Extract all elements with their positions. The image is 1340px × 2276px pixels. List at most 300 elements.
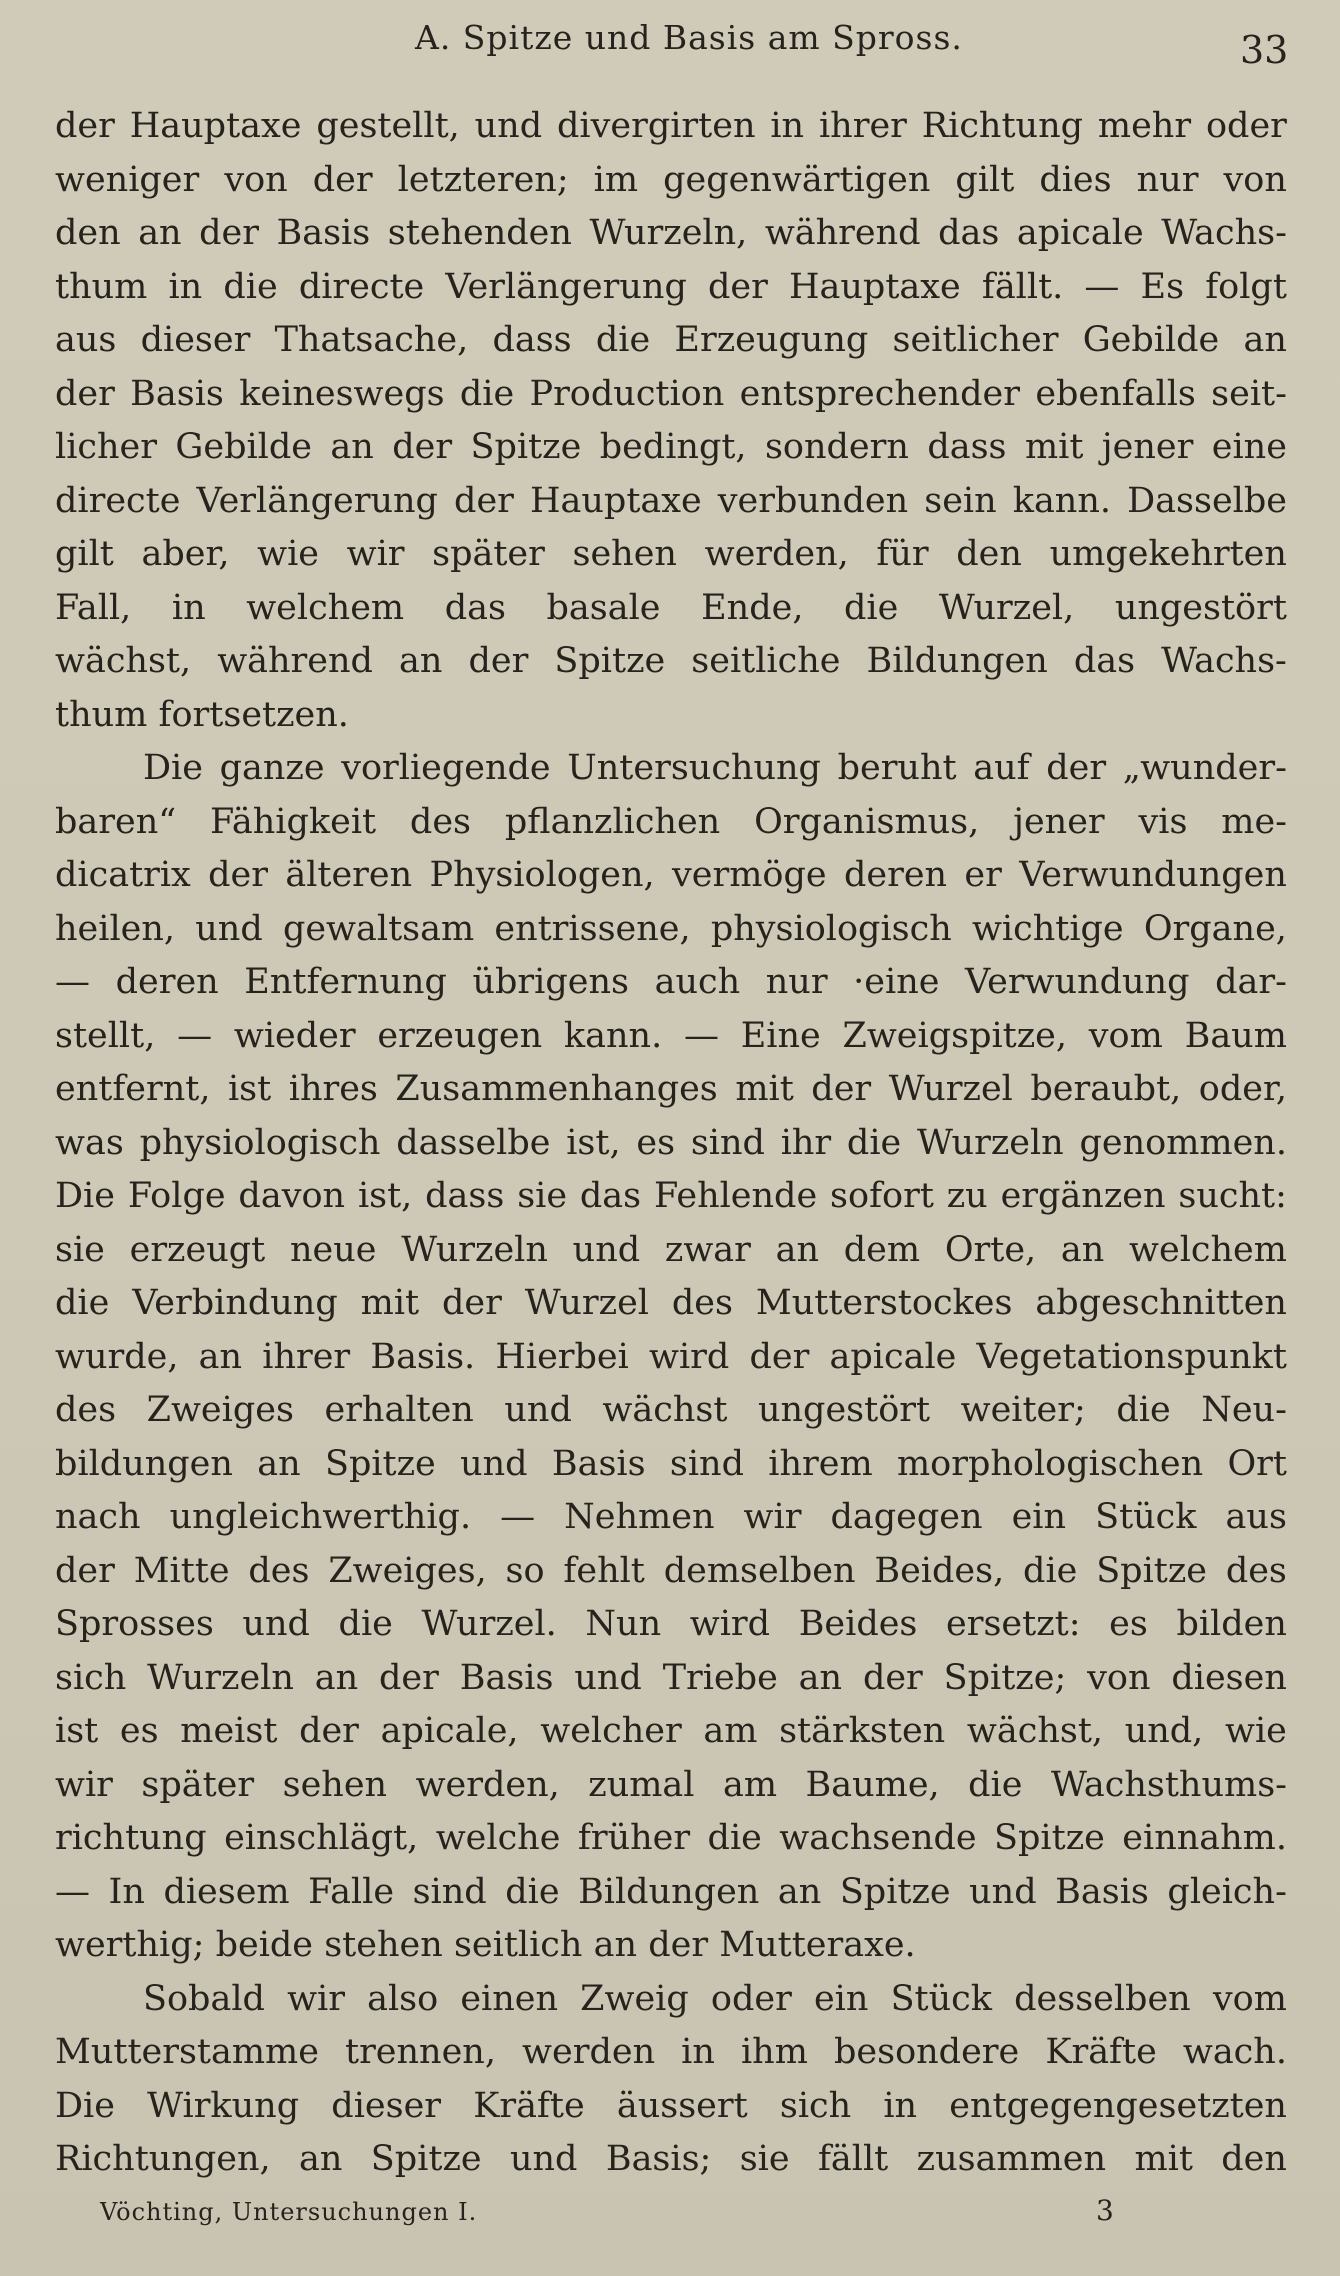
- word: entsprechender: [739, 373, 1020, 414]
- word: sofort: [830, 1176, 934, 1216]
- word: sein: [924, 480, 997, 521]
- word: sie: [517, 1176, 568, 1216]
- word: werden,: [704, 534, 849, 574]
- word: so: [505, 1550, 545, 1591]
- text-line: [55, 421, 1287, 475]
- word: erzeugt: [129, 1229, 266, 1270]
- word: letzteren;: [397, 159, 569, 200]
- word: Ort: [1227, 1443, 1287, 1484]
- word: an: [798, 1657, 843, 1698]
- word: fällt.: [981, 266, 1064, 307]
- word: nur: [1136, 159, 1199, 200]
- word: Mutterstamme: [55, 2032, 319, 2072]
- word: vorliegende: [341, 748, 551, 788]
- word: wieder: [233, 1015, 356, 1056]
- word: ihm: [740, 2032, 808, 2072]
- text-line: [55, 742, 1287, 796]
- word: an: [1060, 1229, 1105, 1270]
- word: stärksten: [779, 1711, 946, 1751]
- text-line: [55, 1491, 1287, 1545]
- word: von: [224, 159, 288, 200]
- word: zu: [946, 1176, 988, 1216]
- word: auch: [654, 962, 741, 1002]
- text-line: [55, 2026, 1287, 2080]
- word: entrissene,: [494, 908, 691, 949]
- word: aus: [55, 320, 117, 360]
- word: später: [432, 534, 545, 574]
- text-line: [55, 1598, 1287, 1652]
- word: ihrem: [768, 1443, 873, 1484]
- word: was: [55, 1122, 124, 1163]
- word: nach: [55, 1497, 141, 1537]
- word: stehen: [324, 1925, 443, 1965]
- word: Hierbei: [495, 1336, 629, 1377]
- word: später: [141, 1764, 255, 1805]
- word: Production: [529, 373, 725, 414]
- word: Die: [143, 748, 203, 788]
- word: Kräfte: [473, 2085, 585, 2126]
- word: Spitze: [470, 427, 582, 467]
- word: kann.: [563, 1015, 663, 1056]
- word: des: [671, 1283, 733, 1323]
- word: mit: [1134, 2139, 1193, 2179]
- word: ungestört: [757, 1390, 931, 1430]
- word: Folge: [127, 1176, 226, 1216]
- word: an: [314, 1657, 359, 1698]
- word: wie: [257, 534, 319, 574]
- text-line: [55, 849, 1287, 903]
- word: physiologisch: [139, 1122, 381, 1163]
- word: weiter;: [960, 1390, 1086, 1430]
- word: sehen: [572, 534, 677, 574]
- word: Basis: [276, 213, 371, 253]
- word: es: [119, 1711, 159, 1751]
- word: wichtige: [971, 908, 1124, 949]
- word: mehr: [1097, 106, 1192, 146]
- word: und: [574, 1657, 642, 1698]
- word: gilt: [55, 534, 114, 574]
- word: die: [844, 587, 899, 628]
- word: seitlich: [453, 1925, 583, 1965]
- word: zusammen: [916, 2139, 1107, 2179]
- word: Basis.: [370, 1336, 476, 1377]
- word: das: [938, 213, 1000, 253]
- word: den: [956, 534, 1022, 574]
- word: Falle: [308, 1871, 395, 1912]
- word: früher: [577, 1818, 691, 1858]
- word: das: [1073, 641, 1136, 681]
- word: in: [168, 266, 203, 307]
- word: entfernt,: [55, 1069, 211, 1109]
- word: Vegetationspunkt: [976, 1336, 1287, 1377]
- word: an: [330, 427, 374, 467]
- word: wächst,: [966, 1711, 1104, 1751]
- word: wir: [346, 534, 405, 574]
- word: bedingt,: [599, 427, 747, 467]
- word: und: [509, 2139, 578, 2179]
- word: die: [846, 1122, 902, 1163]
- word: Spitze: [839, 1871, 951, 1912]
- word: ihres: [288, 1069, 378, 1109]
- word: kann.: [1012, 480, 1112, 521]
- word: —: [55, 1871, 90, 1912]
- word: heilen,: [55, 908, 176, 949]
- word: und,: [1124, 1711, 1204, 1751]
- word: verbunden: [717, 480, 909, 521]
- word: wir: [287, 1978, 345, 2019]
- word: einschlägt,: [224, 1818, 419, 1858]
- word: besondere: [833, 2032, 1020, 2072]
- text-line: [55, 100, 1287, 154]
- word: —: [55, 962, 90, 1002]
- word: aber,: [141, 534, 230, 574]
- text-line: [55, 903, 1287, 957]
- word: apicale,: [380, 1711, 519, 1751]
- word: Gebilde: [175, 427, 312, 467]
- word: und: [572, 1229, 641, 1270]
- signature-mark: 3: [1096, 2194, 1114, 2227]
- text-line: [55, 2080, 1287, 2134]
- word: folgt: [1205, 266, 1287, 307]
- word: Kräfte: [1045, 2032, 1157, 2072]
- word: die: [223, 266, 278, 307]
- word: desselben: [1014, 1978, 1191, 2019]
- word: ebenfalls: [1035, 373, 1196, 414]
- text-line: [55, 1224, 1287, 1278]
- word: der: [811, 1069, 872, 1109]
- word: Basis: [1055, 1871, 1149, 1912]
- word: meist: [180, 1711, 278, 1751]
- word: weniger: [55, 159, 200, 200]
- running-head: [0, 18, 1340, 78]
- text-line: [55, 2133, 1287, 2187]
- word: apicale: [1016, 213, 1144, 253]
- word: mit: [1024, 427, 1084, 467]
- word: gilt: [955, 159, 1015, 200]
- text-line: [55, 1384, 1287, 1438]
- word: Die: [55, 2085, 115, 2126]
- word: dass: [927, 427, 1007, 467]
- body-text: [55, 100, 1287, 2187]
- word: Neu-: [1201, 1390, 1287, 1430]
- word: basale: [546, 587, 661, 628]
- word: Zweiges,: [328, 1550, 487, 1591]
- text-line: [55, 475, 1287, 529]
- word: Beides,: [874, 1550, 1005, 1591]
- word: welchem: [1129, 1229, 1287, 1270]
- word: eine: [1211, 427, 1287, 467]
- word: Hauptaxe: [529, 480, 702, 521]
- word: ist,: [566, 1122, 621, 1163]
- word: dagegen: [830, 1497, 983, 1537]
- word: oder,: [1198, 1069, 1287, 1109]
- word: ihr: [780, 1122, 832, 1163]
- word: Zweigspitze,: [842, 1015, 1068, 1056]
- word: die: [55, 1283, 110, 1323]
- word: in: [883, 2085, 918, 2126]
- running-title: A. Spitze und Basis am Spross.: [415, 18, 963, 57]
- text-line: [55, 207, 1287, 261]
- word: das: [444, 587, 506, 628]
- word: bildungen: [55, 1443, 233, 1484]
- word: thum: [55, 694, 148, 735]
- word: und: [504, 1390, 572, 1430]
- word: seitlicher: [892, 320, 1059, 360]
- word: der: [208, 855, 268, 895]
- text-line: [55, 1759, 1287, 1813]
- word: demselben: [663, 1550, 856, 1591]
- word: richtung: [55, 1818, 207, 1858]
- word: mit: [735, 1069, 794, 1109]
- text-line: [55, 1117, 1287, 1171]
- word: Bildungen: [578, 1871, 760, 1912]
- word: zumal: [588, 1764, 695, 1805]
- word: Untersuchung: [567, 748, 821, 788]
- word: Stück: [1095, 1497, 1197, 1537]
- word: Triebe: [662, 1657, 778, 1698]
- text-line: [55, 582, 1287, 636]
- word: während: [764, 213, 921, 253]
- word: Gebilde: [1082, 320, 1220, 360]
- word: ganze: [219, 748, 325, 788]
- word: übrigens: [472, 962, 629, 1002]
- word: Ende,: [701, 587, 804, 628]
- word: gleich-: [1167, 1871, 1287, 1912]
- word: an: [399, 641, 443, 681]
- text-line: [55, 1277, 1287, 1331]
- word: —: [1084, 266, 1120, 307]
- word: Basis: [130, 373, 224, 414]
- word: Wurzeln,: [589, 213, 748, 253]
- text-line: [55, 368, 1287, 422]
- word: werden: [522, 2032, 656, 2072]
- word: Organe,: [1143, 908, 1287, 949]
- word: also: [367, 1978, 439, 2019]
- word: Sobald: [143, 1978, 265, 2019]
- word: im: [593, 159, 639, 200]
- word: Wurzeln: [917, 1122, 1064, 1163]
- word: jener: [1013, 801, 1105, 842]
- word: ist: [227, 1069, 272, 1109]
- word: welche: [435, 1818, 561, 1858]
- word: die: [505, 1871, 560, 1912]
- word: vis: [1138, 801, 1188, 842]
- word: es: [636, 1122, 676, 1163]
- text-line: [55, 796, 1287, 850]
- word: aus: [1225, 1497, 1287, 1537]
- word: ungestört: [1114, 587, 1287, 628]
- word: Fähigkeit: [209, 801, 377, 842]
- word: äussert: [616, 2085, 748, 2126]
- word: Nun: [585, 1604, 662, 1644]
- word: auf: [973, 748, 1030, 788]
- word: an: [593, 1925, 638, 1965]
- word: Es: [1140, 266, 1185, 307]
- word: Verlängerung: [196, 480, 438, 521]
- word: der: [454, 480, 514, 521]
- word: wir: [743, 1497, 802, 1537]
- word: zwar: [664, 1229, 751, 1270]
- word: jener: [1101, 427, 1194, 467]
- word: es: [1109, 1604, 1148, 1644]
- word: Zusammenhanges: [395, 1069, 718, 1109]
- word: divergirten: [557, 106, 756, 146]
- word: werden,: [415, 1764, 560, 1805]
- word: entgegengesetzten: [949, 2085, 1287, 2126]
- word: Verwundungen: [1019, 855, 1287, 895]
- word: ihrer: [262, 1336, 351, 1377]
- word: die: [1116, 1390, 1171, 1430]
- word: Die: [55, 1176, 115, 1216]
- word: an: [257, 1443, 301, 1484]
- word: fehlt: [563, 1550, 645, 1591]
- word: Wachsthums-: [1050, 1764, 1287, 1805]
- text-line: [55, 1331, 1287, 1385]
- text-line: [55, 261, 1287, 315]
- word: sucht:: [1178, 1176, 1287, 1216]
- word: der: [55, 106, 115, 146]
- word: welcher: [540, 1711, 682, 1751]
- word: sondern: [764, 427, 909, 467]
- word: sind: [412, 1871, 487, 1912]
- word: werthig;: [55, 1925, 205, 1965]
- word: ungleichwerthig.: [169, 1497, 472, 1537]
- word: Nehmen: [564, 1497, 715, 1537]
- word: dies: [1039, 159, 1112, 200]
- word: in: [681, 2032, 715, 2072]
- word: nur: [765, 962, 828, 1002]
- word: erhalten: [324, 1390, 474, 1430]
- word: beide: [215, 1925, 314, 1965]
- word: Entfernung: [244, 962, 447, 1002]
- word: sie: [55, 1229, 105, 1270]
- word: Wurzel: [524, 1283, 649, 1323]
- word: Mutteraxe.: [719, 1925, 916, 1965]
- word: und: [969, 1871, 1037, 1912]
- word: umgekehrten: [1049, 534, 1287, 574]
- word: des: [248, 1550, 310, 1591]
- word: sind: [690, 1122, 765, 1163]
- text-line: [55, 1010, 1287, 1064]
- footer-author-title: Vöchting, Untersuchungen I.: [100, 2198, 478, 2226]
- word: apicale: [829, 1336, 957, 1377]
- word: wird: [689, 1604, 771, 1644]
- word: Wirkung: [147, 2085, 300, 2126]
- word: seit-: [1211, 373, 1287, 414]
- word: oder: [1205, 106, 1287, 146]
- text-line: [55, 1705, 1287, 1759]
- word: an: [775, 1229, 820, 1270]
- word: den: [55, 213, 121, 253]
- word: des: [409, 801, 472, 842]
- word: an: [777, 1871, 822, 1912]
- word: Basis: [551, 1443, 646, 1484]
- word: —: [500, 1497, 536, 1537]
- word: Zweig: [580, 1978, 689, 2019]
- word: Beides: [798, 1604, 918, 1644]
- word: Wurzeln: [147, 1657, 294, 1698]
- word: mit: [360, 1283, 420, 1323]
- word: —: [177, 1015, 213, 1056]
- word: der: [862, 1657, 923, 1698]
- word: In: [108, 1871, 145, 1912]
- word: stellt,: [55, 1015, 156, 1056]
- word: Fehlende: [653, 1176, 818, 1216]
- word: den: [1221, 2139, 1287, 2179]
- word: ·eine: [853, 962, 940, 1002]
- word: davon: [238, 1176, 346, 1216]
- text-line: [55, 1866, 1287, 1920]
- text-line: [55, 1170, 1287, 1224]
- word: von: [1087, 1657, 1151, 1698]
- word: wie: [1224, 1711, 1287, 1751]
- word: ersetzt:: [946, 1604, 1081, 1644]
- word: gewaltsam: [282, 908, 475, 949]
- word: die: [459, 373, 515, 414]
- word: Hauptaxe: [129, 106, 302, 146]
- word: baren“: [55, 801, 177, 842]
- word: Mutterstockes: [755, 1283, 1013, 1323]
- text-line: [55, 1812, 1287, 1866]
- word: Wurzel,: [938, 587, 1075, 628]
- word: Hauptaxe: [789, 266, 961, 307]
- word: gegenwärtigen: [663, 159, 931, 200]
- word: dar-: [1215, 962, 1287, 1002]
- word: Wurzel: [888, 1069, 1013, 1109]
- word: licher: [55, 427, 157, 467]
- word: der: [312, 159, 373, 200]
- word: der: [468, 641, 529, 681]
- word: an: [198, 1336, 243, 1377]
- word: vom: [1088, 1015, 1163, 1056]
- word: Wurzel.: [421, 1604, 557, 1644]
- word: wird: [649, 1336, 730, 1377]
- word: Spitze: [1096, 1550, 1207, 1591]
- word: die: [595, 320, 651, 360]
- word: und: [195, 908, 263, 949]
- word: „wunder-: [1122, 748, 1287, 788]
- text-line: [55, 635, 1287, 689]
- word: Baum: [1184, 1015, 1287, 1056]
- word: Physiologen,: [429, 855, 655, 895]
- word: sehen: [282, 1764, 388, 1805]
- word: die: [1023, 1550, 1078, 1591]
- word: Bildungen: [866, 641, 1048, 681]
- word: sich: [779, 2085, 852, 2126]
- word: Eine: [740, 1015, 821, 1056]
- word: deren: [115, 962, 219, 1002]
- word: des: [55, 1390, 117, 1430]
- word: —: [683, 1015, 719, 1056]
- text-line: [55, 1919, 1287, 1973]
- word: dass: [492, 320, 572, 360]
- word: vom: [1212, 1978, 1287, 2019]
- word: thum: [55, 266, 148, 307]
- word: directe: [298, 266, 425, 307]
- word: sie: [739, 2139, 790, 2179]
- word: diesem: [163, 1871, 290, 1912]
- word: wurde,: [55, 1336, 179, 1377]
- word: dieser: [140, 320, 251, 360]
- word: morphologischen: [896, 1443, 1204, 1484]
- word: der: [199, 213, 259, 253]
- word: der: [392, 427, 453, 467]
- word: deren: [843, 855, 948, 895]
- word: Wurzeln: [401, 1229, 548, 1270]
- word: dieser: [331, 2085, 442, 2126]
- word: Verlängerung: [445, 266, 687, 307]
- word: directe: [55, 480, 181, 521]
